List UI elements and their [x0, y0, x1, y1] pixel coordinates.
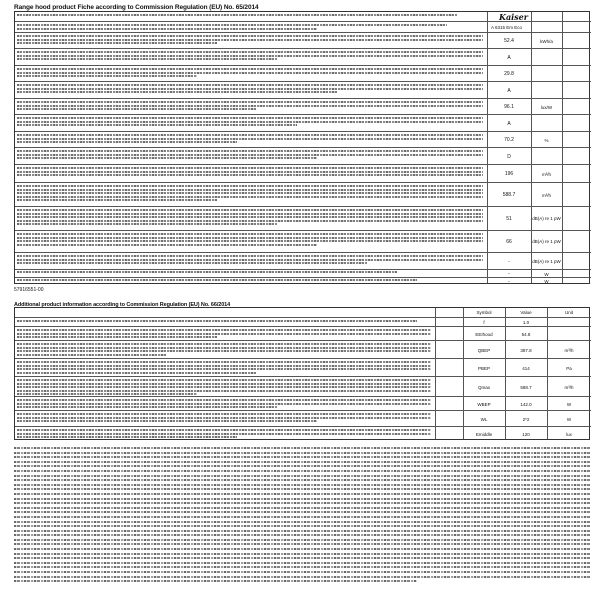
- value-cell: 2*2: [522, 416, 530, 422]
- value-cell: -: [508, 278, 510, 285]
- value-cell: 1.0: [522, 320, 530, 325]
- table-row: [15, 358, 591, 376]
- unit-cell: m³/h: [542, 171, 551, 177]
- value-cell: 120: [522, 431, 530, 437]
- value-cell: 588.7: [520, 384, 532, 390]
- unit-cell: W: [566, 416, 572, 422]
- unit-cell: m³/h: [542, 192, 551, 198]
- symbol-cell: Emiddle: [475, 431, 493, 437]
- table-row: [15, 326, 591, 340]
- symbol-cell: QBEP: [477, 347, 491, 353]
- table-row: [15, 98, 591, 114]
- value-cell: A: [507, 87, 511, 94]
- unit-cell: W: [566, 401, 572, 407]
- value-cell: A: [507, 54, 511, 61]
- unit-cell: kWh/a: [540, 38, 553, 44]
- table-row: [15, 269, 591, 277]
- table-row: [15, 396, 591, 410]
- unit-cell: W: [544, 271, 549, 277]
- table-row: [15, 164, 591, 182]
- table-row: [15, 340, 591, 358]
- header-symbol: Symbol: [476, 310, 492, 315]
- unit-cell: dB(A) re 1 pW: [532, 216, 561, 221]
- unit-cell: m³/h: [564, 347, 574, 353]
- value-cell: 51: [506, 216, 512, 222]
- value-cell: 29.8: [504, 71, 514, 77]
- fiche-title: Range hood product Fiche according to Commission Regulation (EU) No. 65/2014: [14, 4, 259, 11]
- unit-cell: %: [544, 137, 549, 143]
- table-row: [15, 21, 591, 32]
- table-row: [15, 230, 591, 252]
- additional-info-table: [14, 307, 590, 440]
- symbol-cell: PBEP: [477, 365, 490, 371]
- value-cell: D: [507, 153, 511, 160]
- additional-info-title: Additional product information according to Commission Regulation (EU) No. 66/2014: [14, 302, 231, 308]
- value-cell: 52.4: [504, 38, 514, 44]
- table-header-row: [15, 308, 591, 317]
- table-row: [15, 12, 591, 21]
- unit-cell: lux/W: [540, 104, 553, 110]
- value-cell: -: [508, 258, 510, 265]
- symbol-cell: WBEP: [477, 401, 491, 407]
- unit-cell: dB(A) re 1 pW: [532, 258, 561, 264]
- table-row: [15, 32, 591, 48]
- product-fiche-table: [14, 11, 590, 284]
- value-cell: 142.0: [520, 401, 532, 407]
- unit-cell: Pa: [566, 365, 572, 371]
- brand-logo: Kaiser: [499, 12, 528, 22]
- unit-cell: dB(A) re 1 pW: [532, 239, 561, 244]
- value-cell: 70.2: [504, 137, 514, 143]
- table-row: [15, 182, 591, 206]
- value-cell: 414: [522, 365, 530, 371]
- unit-cell: lux: [566, 431, 572, 437]
- table-row: [15, 410, 591, 426]
- value-cell: -: [508, 271, 510, 277]
- table-row: [15, 206, 591, 230]
- table-row: [15, 376, 591, 396]
- header-value: Value: [520, 310, 532, 315]
- table-row: [15, 81, 591, 98]
- table-row: [15, 114, 591, 131]
- footnotes: [14, 447, 590, 585]
- symbol-cell: Qmax: [477, 384, 490, 390]
- value-cell: 387.8: [520, 347, 532, 353]
- table-row: [15, 147, 591, 164]
- value-cell: 66: [506, 239, 512, 245]
- unit-cell: W: [544, 279, 549, 284]
- value-cell: 196: [504, 171, 514, 177]
- table-row: [15, 48, 591, 65]
- table-row: [15, 131, 591, 147]
- table-row: [15, 277, 591, 285]
- symbol-cell: f: [483, 320, 485, 325]
- symbol-cell: WL: [480, 416, 488, 422]
- value-cell: 588.7: [502, 192, 516, 198]
- symbol-cell: EEIhood: [475, 331, 493, 337]
- header-unit: Unit: [564, 310, 573, 315]
- table-row: [15, 252, 591, 269]
- document-code: 57916551-00: [14, 287, 44, 293]
- table-row: [15, 426, 591, 440]
- table-row: [15, 317, 591, 326]
- value-cell: A: [507, 120, 511, 127]
- model-name: A 6315 Em Eco: [491, 25, 523, 30]
- value-cell: 96.1: [504, 104, 514, 110]
- value-cell: 54.8: [521, 331, 531, 337]
- unit-cell: m³/h: [564, 384, 574, 390]
- table-row: [15, 65, 591, 81]
